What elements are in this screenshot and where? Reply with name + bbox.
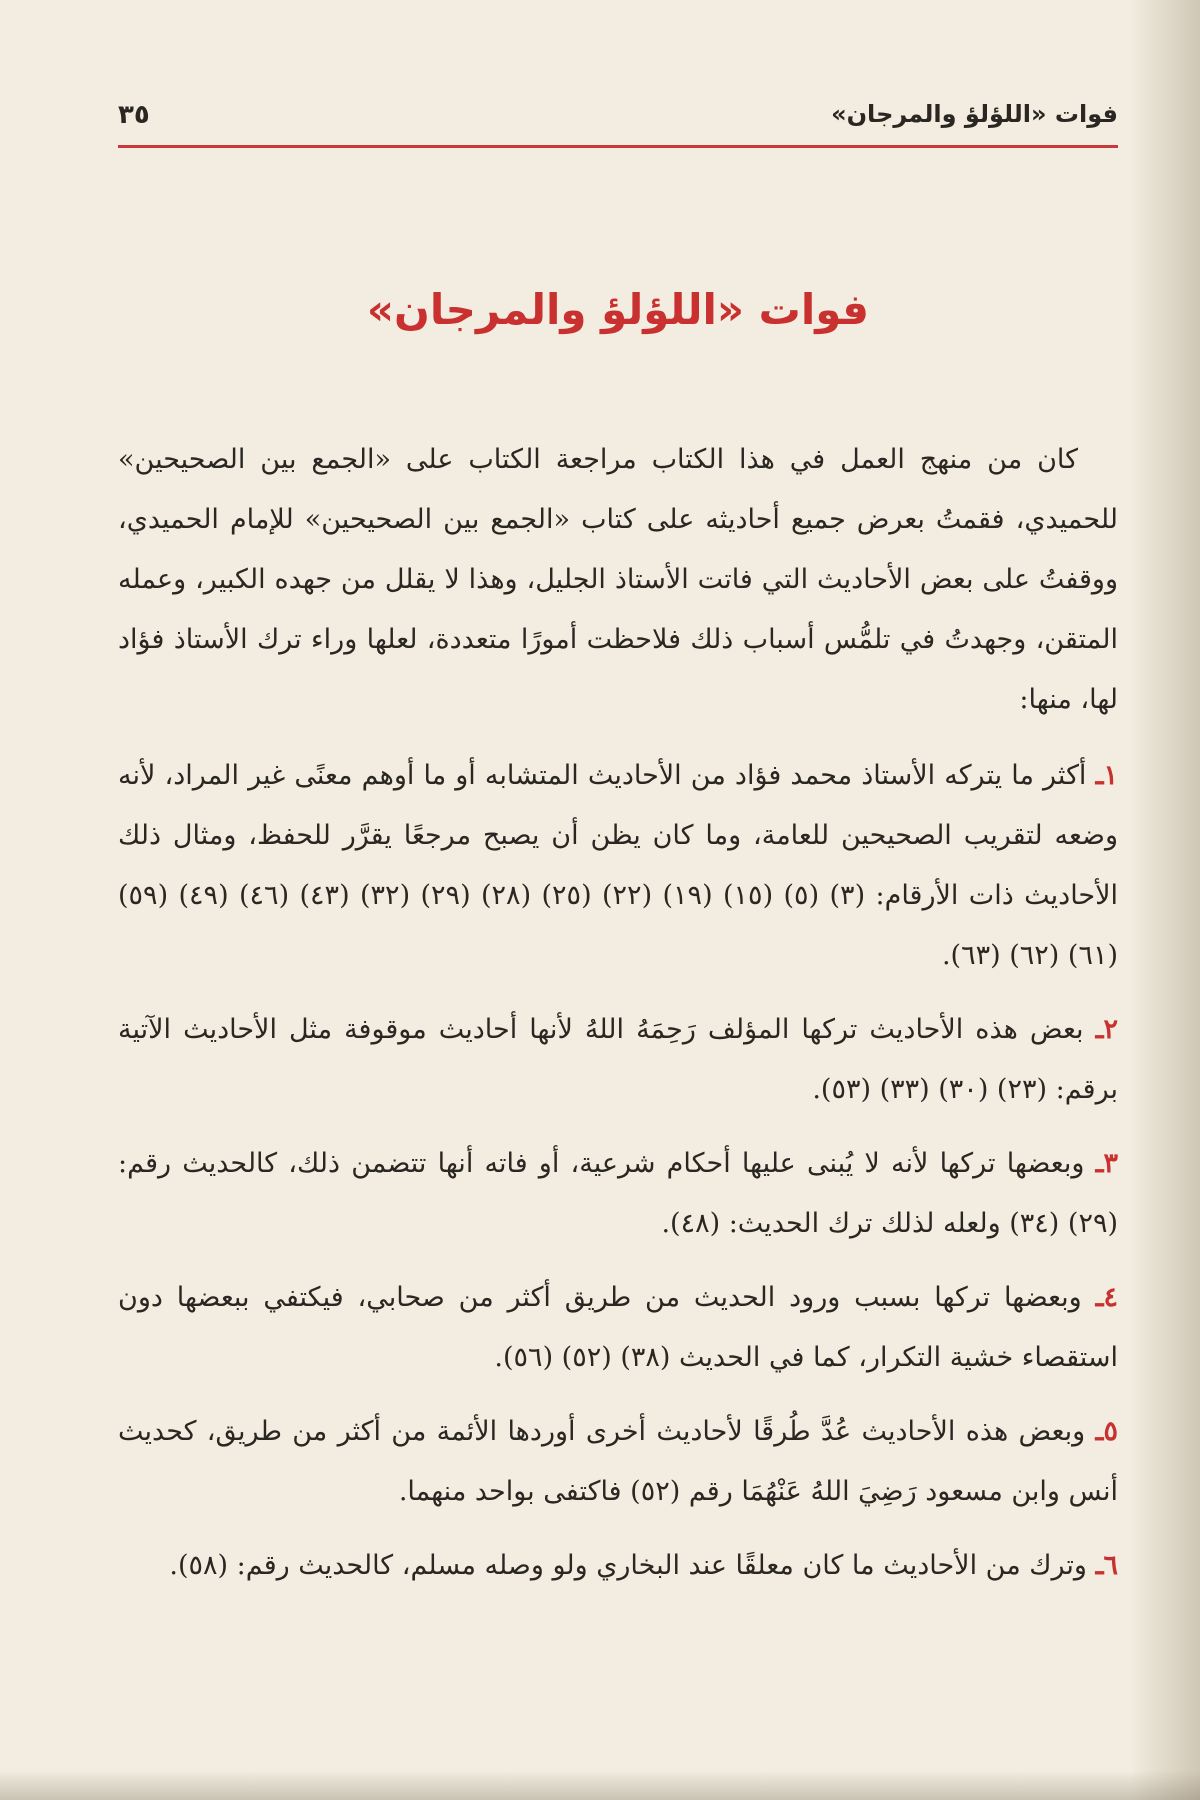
intro-paragraph: كان من منهج العمل في هذا الكتاب مراجعة الكتاب على «الجمع بين الصحيحين» للحميدي، فقمتُ بعرض جميع أحاديثه على كتاب «الجمع بين الصحيحين» للإمام الحميدي، ووقفتُ على بعض الأحاديث التي فاتت الأستاذ الجليل، وهذا لا يقلل من جهده الكبير، وعمله المتقن، وجهدتُ في تلمُّس أسباب ذلك فلاحظت أمورًا متعددة، لعلها وراء ترك الأستاذ فؤاد لها، منها: [118, 444, 1118, 715]
item-number: ١ـ [1095, 760, 1118, 791]
page-spine-shadow [1130, 0, 1200, 1800]
item-text: وبعضها تركها بسبب ورود الحديث من طريق أكثر من صحابي، فيكتفي ببعضها دون استقصاء خشية التكرار، كما في الحديث (٣٨) (٥٢) (٥٦). [118, 1282, 1118, 1373]
list-item [118, 1536, 1118, 1596]
page-number: ٣٥ [118, 100, 150, 130]
item-text: وبعض هذه الأحاديث عُدَّ طُرقًا لأحاديث أخرى أوردها الأئمة من أكثر من طريق، كحديث أنس وابن مسعود رَضِيَ اللهُ عَنْهُمَا رقم (٥٢) فاكتفى بواحد منهما. [118, 1416, 1118, 1507]
chapter-title: فوات «اللؤلؤ والمرجان» [366, 285, 870, 334]
list-item [118, 1268, 1118, 1388]
item-number: ٢ـ [1095, 1014, 1118, 1045]
list-item [118, 1402, 1118, 1522]
item-text: وبعضها تركها لأنه لا يُبنى عليها أحكام شرعية، أو فاته أنها تتضمن ذلك، كالحديث رقم: (٢٩) (٣٤) ولعله لذلك ترك الحديث: (٤٨). [118, 1148, 1118, 1239]
item-number: ٥ـ [1095, 1416, 1118, 1447]
page-header [118, 100, 1118, 140]
item-number: ٣ـ [1095, 1148, 1118, 1179]
list-item [118, 1000, 1118, 1120]
item-text: وترك من الأحاديث ما كان معلقًا عند البخاري ولو وصله مسلم، كالحديث رقم: (٥٨). [169, 1550, 1087, 1581]
page-bottom-edge [0, 1770, 1200, 1800]
item-text: أكثر ما يتركه الأستاذ محمد فؤاد من الأحاديث المتشابه أو ما أوهم معنًى غير المراد، لأنه وضعه لتقريب الصحيحين للعامة، وما كان يظن أن يصبح مرجعًا يقرَّر للحفظ، ومثال ذلك الأحاديث ذات الأرقام: (٣) (٥) (١٥) (١٩) (٢٢) (٢٥) (٢٨) (٢٩) (٣٢) (٤٣) (٤٦) (٤٩) (٥٩) (٦١) (٦٢) (٦٣). [118, 760, 1119, 971]
header-rule [118, 145, 1118, 148]
item-number: ٦ـ [1095, 1550, 1118, 1581]
item-number: ٤ـ [1095, 1282, 1118, 1313]
list-item [118, 746, 1118, 986]
running-title: فوات «اللؤلؤ والمرجان» [831, 100, 1118, 128]
body-text [118, 430, 1118, 1610]
item-text: بعض هذه الأحاديث تركها المؤلف رَحِمَهُ اللهُ لأنها أحاديث موقوفة مثل الأحاديث الآتية برقم: (٢٣) (٣٠) (٣٣) (٥٣). [118, 1014, 1118, 1105]
list-item [118, 1134, 1118, 1254]
